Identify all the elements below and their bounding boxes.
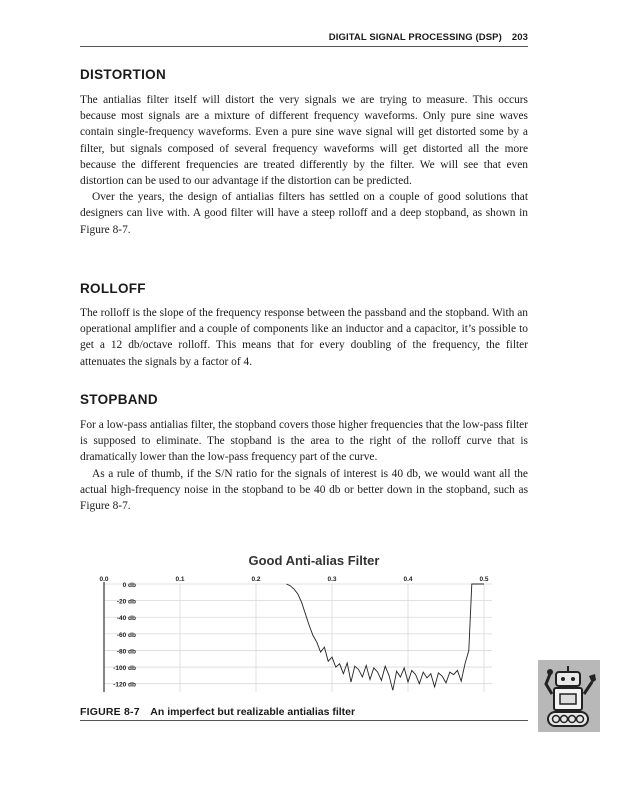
y-tick-label: 0 db xyxy=(122,582,136,589)
x-tick-label: 0.1 xyxy=(175,576,185,583)
paragraph: As a rule of thumb, if the S/N ratio for the signals of interest is 40 db, we would want all the actual high-frequency noise in the stopband to be 40 db or better down in the stopband, such as Figure 8-7. xyxy=(80,467,528,513)
stopband-body xyxy=(80,417,528,514)
rolloff-body xyxy=(80,305,528,370)
y-tick-label: -20 db xyxy=(116,598,136,606)
y-tick-label: -120 db xyxy=(113,681,136,689)
y-tick-label: -60 db xyxy=(116,631,136,639)
x-tick-label: 0.2 xyxy=(251,576,261,583)
paragraph: For a low-pass antialias filter, the stopband covers those higher frequencies that the low-pass filter is supposed to eliminate. The stopband is the area to the right of the rolloff curve that is dramatically lower than the low-pass frequency part of the curve. xyxy=(80,419,528,464)
section-heading-stopband: STOPBAND xyxy=(80,392,158,407)
distortion-body xyxy=(80,92,528,238)
running-header xyxy=(80,32,528,47)
paragraph: Over the years, the design of antialias filters has settled on a couple of good solutions that designers can live with. A good filter will have a steep rolloff and a deep stopband, as shown in Figure 8-7. xyxy=(80,191,528,236)
figure-label: FIGURE 8-7 xyxy=(80,706,140,718)
paragraph: The antialias filter itself will distort the very signals we are trying to measure. This occurs because most signals are a mixture of different frequency waveforms. Only pure sine waves contain single-frequency waveforms. Even a pure sine wave signal will get distorted some by a filter, but signals composed of several frequency waveforms will get distorted all the more because the different frequencies are treated differently by the filter. We will see that even distortion can be used to our advantage if the distortion can be predicted. xyxy=(80,94,528,188)
x-tick-label: 0.4 xyxy=(403,576,413,583)
figure-caption xyxy=(80,706,528,721)
x-tick-label: 0.5 xyxy=(479,576,489,583)
filter-chart xyxy=(80,570,520,701)
running-title: DIGITAL SIGNAL PROCESSING (DSP) xyxy=(328,32,502,43)
x-tick-label: 0.0 xyxy=(99,576,109,583)
chart-svg xyxy=(80,570,520,696)
section-heading-distortion: DISTORTION xyxy=(80,67,167,82)
figure-caption-text: An imperfect but realizable antialias filter xyxy=(150,706,356,718)
series-line xyxy=(286,584,484,690)
section-heading-rolloff: ROLLOFF xyxy=(80,281,146,296)
page-number: 203 xyxy=(511,32,528,43)
y-tick-label: -80 db xyxy=(116,648,136,656)
y-tick-label: -40 db xyxy=(116,615,136,623)
y-tick-label: -100 db xyxy=(113,665,136,673)
chart-title: Good Anti-alias Filter xyxy=(248,553,380,568)
paragraph: The rolloff is the slope of the frequency response between the passband and the stopband. With an operational amplifier and a couple of components like an inductor and a capacitor, it’s possible to get a 12 db/octave rolloff. This means that for every doubling of the frequency, the filter attenuates the signals by a factor of 4. xyxy=(80,307,528,368)
robot-icon xyxy=(538,660,600,732)
x-tick-label: 0.3 xyxy=(327,576,337,583)
